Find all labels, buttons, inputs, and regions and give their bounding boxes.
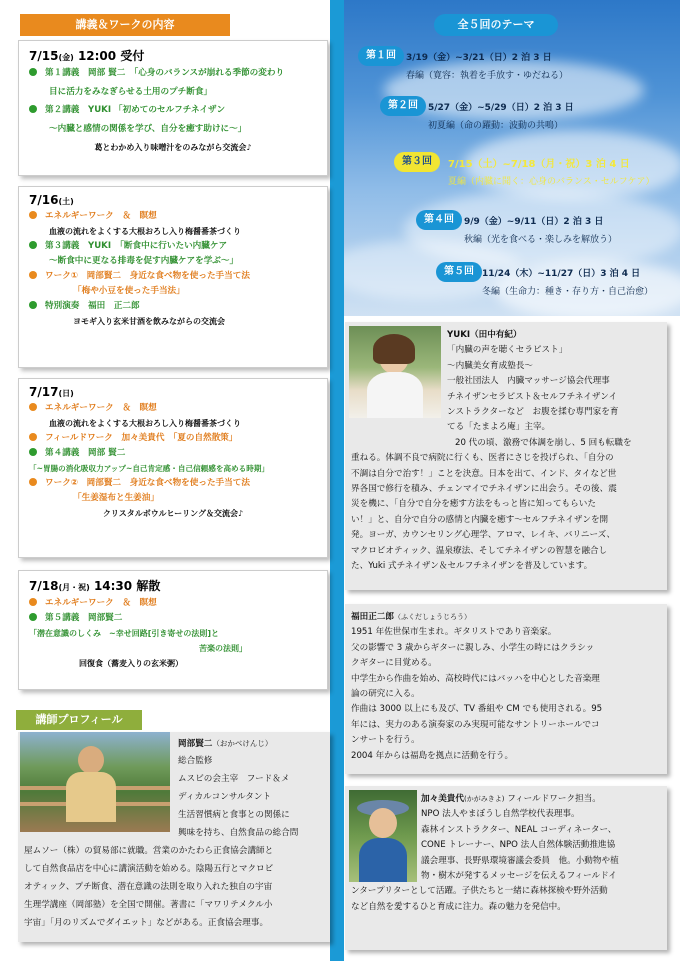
day2-energy: エネルギーワーク ＆ 瞑想 — [19, 209, 327, 224]
kagami-profile — [345, 786, 667, 950]
fukuda-text: 1951 年佐世保市生まれ。ギタリストであり音楽家。 — [351, 627, 557, 638]
okabe-name: 岡部賢二 — [178, 739, 213, 749]
yuki-tagline: 「内臓の声を聴くセラピスト」 — [447, 345, 568, 356]
theme2-subtitle: 初夏編（命の躍動：波動の共鳴） — [428, 121, 564, 131]
yuki-text: マクロビオティック、温泉療法、そしてチネイザンの智慧を融合し — [351, 545, 608, 556]
yuki-profile — [345, 322, 667, 590]
day2-tea: 血液の流れをよくする大根おろし入り梅醤番茶づくり — [49, 227, 241, 236]
fukuda-ruby: （ふくだしょうじろう） — [393, 613, 471, 621]
kagami-name: 加々美貴代 — [421, 794, 464, 804]
fukuda-profile — [345, 604, 667, 774]
kagami-header — [421, 792, 661, 884]
okabe-photo — [20, 732, 170, 832]
okabe-text: 屋ムソー（株）の貿易部に就職。営業のかたわら正食協会講師と — [24, 846, 274, 857]
day3-event: クリスタルボウルヒーリング＆交流会♪ — [102, 509, 244, 518]
theme1-dates: 3/19（金）~3/21（日）2 泊 3 日 — [406, 53, 552, 63]
day3-lecture4: 第４講義 岡部 賢二 — [19, 446, 327, 461]
day2-performance: 特別演奏 福田 正二郎 — [19, 299, 327, 314]
yuki-name: YUKI（田中有紀） — [447, 330, 522, 340]
day1-lecture2: 第２講義 YUKI 「初めてのセルフチネイザン — [19, 103, 327, 118]
theme3-subtitle: 夏編（内臓に聞く：心身のバランス・セルフケア） — [448, 177, 655, 187]
okabe-text: 興味を持ち、自然食品の総合問 — [178, 828, 299, 839]
day2-work1-cont: 「梅や小豆を使った手当法」 — [73, 286, 185, 296]
kagami-text: 物・樹木が発するメッセージを伝えるフィールドイ — [421, 871, 617, 882]
yuki-text: 20 代の頃、激務で体調を崩し、5 回も転職を — [455, 437, 632, 448]
okabe-ruby: （おかべけんじ） — [212, 739, 273, 748]
kagami-text: ンタープリターとして活躍。子供たちと一緒に森林探検や野外活動 — [351, 886, 608, 897]
theme1-subtitle: 春編（寛容：執着を手放す・ゆだねる） — [406, 71, 569, 81]
fukuda-text: 作曲は 3000 以上にも及び、TV 番組や CM でも使用される。95 — [351, 704, 603, 715]
yuki-text: ンストラクターなど お腹を揉む専門家を育 — [447, 407, 619, 418]
kagami-ruby: (かがみきよ) — [463, 795, 505, 803]
day1-box — [18, 40, 328, 176]
kagami-text: NPO 法人やまぼうし自然学校代表理事。 — [421, 809, 580, 820]
okabe-profile — [18, 732, 330, 942]
kagami-text: など自然を愛するひと育成に注力。森の魅力を発信中。 — [351, 901, 566, 912]
yuki-text: 重ねる。体調不良で病院に行くも、医者にさじを投げられ、「自分の — [351, 453, 614, 464]
fukuda-text: 2004 年からは福島を拠点に活動を行う。 — [351, 750, 514, 761]
okabe-header — [178, 736, 324, 842]
theme4-dates: 9/9（金）~9/11（日）2 泊 3 日 — [464, 217, 604, 227]
yuki-text: てる「たまよろ庵」主宰。 — [447, 422, 551, 433]
day1-event: 葛とわかめ入り味噌汁をのみながら交流会♪ — [94, 143, 252, 152]
okabe-text: ムスビの会主宰 フード＆メ — [178, 774, 290, 785]
theme2-badge: 第２回 — [380, 96, 426, 116]
theme1-badge: 第１回 — [358, 46, 404, 66]
theme4-subtitle: 秋編（光を食べる・楽しみを解放う） — [464, 235, 618, 245]
day4-meal: 回復食（蕎麦入りの玄米粥） — [79, 659, 183, 668]
theme3-badge: 第３回 — [394, 152, 440, 172]
theme4-badge: 第４回 — [416, 210, 462, 230]
kagami-role: フィールドワーク担当。 — [507, 794, 601, 804]
fukuda-text: 父の影響で 3 歳からギターに親しみ、小学生の時にはクラシッ — [351, 642, 595, 653]
okabe-text: 宇宙」「月のリズムでダイエット」などがある。正食協会理事。 — [24, 918, 269, 929]
lecture-header: 講義＆ワークの内容 — [20, 14, 230, 36]
yuki-text: 不調は自分で治す！」ことを決意。日本を出て、インド、タイなど世 — [351, 468, 617, 479]
day1-lecture1-cont: 目に活力をみなぎらせる土用のプチ断食」 — [49, 87, 213, 97]
fukuda-text: ンサートを行う。 — [351, 735, 420, 746]
day2-work1: ワーク① 岡部賢二 身近な食べ物を使った手当て法 — [19, 269, 327, 284]
kagami-photo — [349, 790, 417, 882]
yuki-text: チネイザンセラピスト＆セルフチネイザンイ — [447, 391, 618, 402]
theme5-dates: 11/24（木）~11/27（日）3 泊 4 日 — [482, 269, 641, 279]
okabe-text: 生理学講座（岡部塾）を全国で開催。著書に「マワリテメクル小 — [24, 900, 273, 911]
day2-heading: 7/16(土) — [29, 193, 74, 207]
day3-heading: 7/17(日) — [29, 385, 74, 399]
day3-tea: 血液の流れをよくする大根おろし入り梅醤番茶づくり — [49, 419, 241, 428]
day4-lecture5-cont1: 「潜在意識のしくみ ~幸せ回路[引き寄せの法則]と — [29, 629, 220, 638]
day3-work2-cont: 「生姜湿布と生姜油」 — [73, 493, 159, 503]
day1-lecture1: 第１講義 岡部 賢二 「心身のバランスが崩れる季節の変わり — [19, 66, 327, 81]
theme3-dates: 7/15（土）~7/18（月・祝）3 泊 4 日 — [448, 159, 630, 170]
fukuda-text: 中学生から作曲を始め、高校時代にはバッハを中心とした音楽理 — [351, 673, 600, 684]
day4-lecture5-cont2: 苦楽の法則」 — [199, 644, 247, 653]
okabe-text: ディカルコンサルタント — [178, 792, 272, 803]
yuki-text: い！」と、自分で自分の感情と内臓を癒す～セルフチネイザンを開 — [351, 514, 609, 525]
yuki-text: 一般社団法人 内臓マッサージ協会代理事 — [447, 376, 610, 387]
yuki-text: 発。ヨーガ、カウンセリング心理学、アロマ、レイキ、バリニーズ、 — [351, 530, 616, 541]
profile-header: 講師プロフィール — [16, 710, 142, 730]
kagami-text: CONE トレーナー、NPO 法人自然体験活動推進協 — [421, 840, 616, 851]
day4-heading: 7/18(月・祝) 14:30 解散 — [29, 579, 161, 593]
fukuda-text: クギターに目覚める。 — [351, 658, 437, 669]
yuki-photo — [349, 326, 441, 418]
themes-panel — [344, 0, 680, 316]
day3-box — [18, 378, 328, 558]
day4-lecture5: 第５講義 岡部賢二 — [19, 611, 327, 626]
okabe-text: オティック、プチ断食、潜在意識の法則を取り入れた独自の宇宙 — [24, 882, 273, 893]
fukuda-name: 福田正二郎 — [351, 612, 394, 622]
day2-lecture3-cont: ～断食中に更なる排毒を促す内臓ケアを学ぶ～」 — [49, 256, 239, 266]
theme2-dates: 5/27（金）~5/29（日）2 泊 3 日 — [428, 103, 574, 113]
blue-divider — [330, 0, 344, 961]
theme5-badge: 第５回 — [436, 262, 482, 282]
kagami-text: 議会理事、長野県環境審議会委員 他。小動物や植 — [421, 855, 619, 866]
okabe-text: 生活習慣病と食事との関係に — [178, 810, 290, 821]
fukuda-header — [351, 610, 661, 625]
day2-box — [18, 186, 328, 368]
yuki-text: た、Yuki 式チネイザン＆セルフチネイザンを普及しています。 — [351, 561, 593, 572]
day3-fieldwork: フィールドワーク 加々美貴代 「夏の自然散策」 — [19, 431, 327, 446]
yuki-text: 災を機に、「自分で自分を癒す方法をもっと皆に知ってもらいた — [351, 499, 596, 510]
yuki-tagline2: ～内臓美女育成塾長～ — [447, 360, 533, 371]
theme5-subtitle: 冬編（生命力：種き・存り方・自己治愈） — [482, 287, 654, 297]
okabe-text: 総合監修 — [178, 756, 213, 767]
fukuda-text: 論の研究に入る。 — [351, 689, 420, 700]
kagami-text: 森林インストラクター、NEAL コーディネーター、 — [421, 824, 617, 835]
day4-energy: エネルギーワーク ＆ 瞑想 — [19, 596, 327, 611]
day1-lecture2-cont: ～内臓と感情の関係を学び、自分を癒す助けに～」 — [49, 124, 247, 134]
day2-event: ヨモギ入り玄米甘酒を飲みながらの交流会 — [73, 317, 225, 326]
okabe-text: して自然食品店を中心に講演活動を始める。陰陽五行とマクロビ — [24, 864, 274, 875]
day2-lecture3: 第３講義 YUKI 「断食中に行いたい内臓ケア — [19, 239, 327, 254]
day3-work2: ワーク② 岡部賢二 身近な食べ物を使った手当て法 — [19, 476, 327, 491]
day3-lecture4-cont: 「~胃腸の消化吸収力アップ~自己肯定感・自己信頼感を高める時期」 — [29, 464, 270, 473]
day4-box — [18, 570, 328, 690]
day1-heading: 7/15(金) 12:00 受付 — [29, 49, 145, 63]
yuki-header — [447, 328, 661, 451]
fukuda-text: 年には、実力のある演奏家のみ実現可能なサントリーホールでコ — [351, 719, 600, 730]
day3-energy: エネルギーワーク ＆ 瞑想 — [19, 401, 327, 416]
yuki-text: 界各国で修行を積み、チェンマイでチネイザンに出会う。その後、震 — [351, 484, 617, 495]
themes-title: 全５回のテーマ — [434, 14, 558, 36]
